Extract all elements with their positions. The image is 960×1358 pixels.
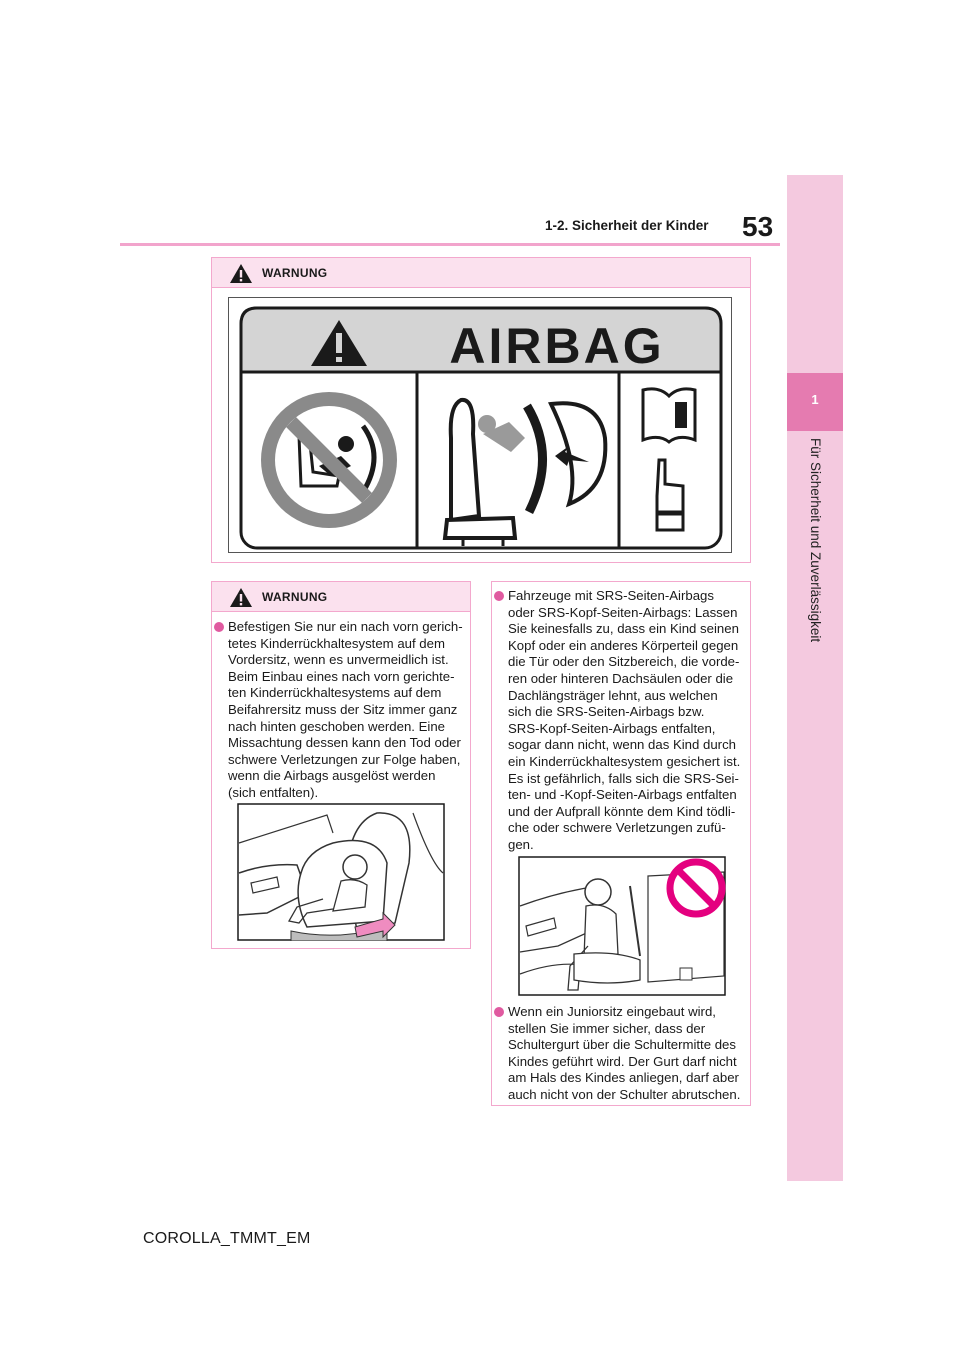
bullet-dot [494, 1007, 504, 1017]
chapter-title: Für Sicherheit und Zuverlässigkeit [808, 438, 823, 643]
chapter-number: 1 [811, 392, 819, 407]
warning-bullet [214, 619, 470, 809]
airbag-warning-label [239, 306, 723, 550]
model-code: COROLLA_TMMT_EM [143, 1230, 311, 1247]
section-title: 1-2. Sicherheit der Kinder [545, 218, 709, 233]
airbag-label-text: AIRBAG [449, 318, 665, 374]
no-child-seat-icon [261, 392, 397, 528]
warning-title: WARNUNG [262, 590, 328, 604]
header-rule [120, 243, 780, 246]
prohibition-icon [670, 862, 722, 914]
forward-facing-child-seat-illustration [237, 803, 445, 941]
side-airbag-warning-box [491, 581, 751, 1106]
front-seat-warning-box [211, 581, 471, 949]
child-leaning-on-door-illustration [518, 856, 726, 996]
warning-bullet [494, 1004, 750, 1104]
page-number: 53 [742, 211, 774, 242]
airbag-warning-box [211, 257, 751, 563]
warning-triangle-icon [229, 263, 253, 284]
bullet-dot [214, 622, 224, 632]
warning-header [212, 582, 470, 612]
bullet-text: Befestigen Sie nur ein nach vorn gerich- tetes Kinderrückhaltesystem auf dem Vordersitz, wenn es unvermeidlich ist. Beim Einbau eines nach vorn gerichte- ten Kinderrückhaltesystems auf dem Beifahrersitz muss der Sitz immer ganz nach hinten geschoben werden. Eine Missachtung dessen kann den Tod oder schwere Verletzungen zur Folge haben, wenn die Airbags ausgelöst werden (sich entfalten). [228, 619, 463, 800]
bullet-text: Wenn ein Juniorsitz eingebaut wird, stellen Sie immer sicher, dass der Schultergurt über die Schultermitte des Kindes geführt wird. Der Gurt darf nicht am Hals des Kindes anliegen, darf aber auch nicht von der Schulter abrutschen. [508, 1004, 741, 1102]
warning-header [212, 258, 750, 288]
warning-title: WARNUNG [262, 266, 328, 280]
warning-bullet [494, 588, 750, 854]
warning-triangle-icon [229, 587, 253, 608]
bullet-text: Fahrzeuge mit SRS-Seiten-Airbags oder SRS-Kopf-Seiten-Airbags: Lassen Sie keinesfalls zu, dass ein Kind seinen Kopf oder ein anderes Körperteil gegen die Tür oder den Sitzbereich, die vorde- ren oder hinteren Dachsäulen oder die Dachlängsträger lehnt, aus welchen sich die SRS-Seiten-Airbags bzw. SRS-Kopf-Seiten-Airbags entfalten, sogar dann nicht, wenn das Kind durch ein Kinderrückhaltesystem gesichert ist. Es ist gefährlich, falls sich die SRS-Sei- ten- und -Kopf-Seiten-Airbags entfalten und der Aufprall könnte dem Kind tödli- che oder schwere Verletzungen zufü- gen. [508, 588, 741, 852]
bullet-dot [494, 591, 504, 601]
